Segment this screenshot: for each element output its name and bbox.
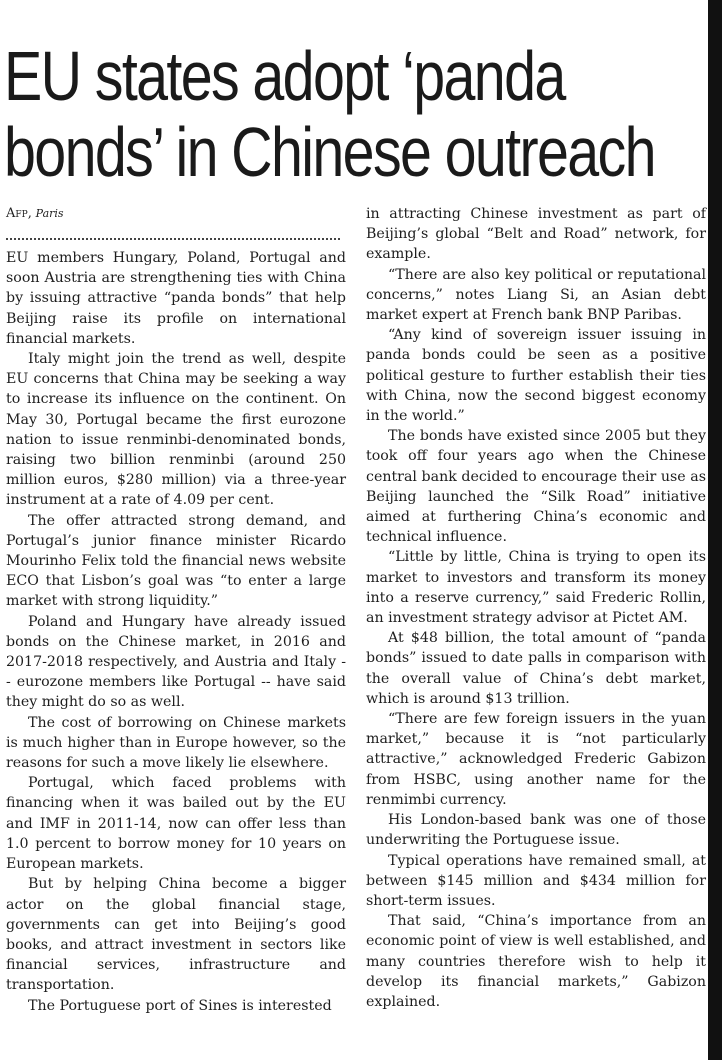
byline <box>6 203 346 224</box>
headline-line-1: EU states adopt ‘panda <box>4 37 565 115</box>
page-edge-bar <box>708 0 722 1060</box>
paragraph: That said, “China’s importance from an economic point of view is well established, and many countries therefore wish to help it develop its financial markets,” Gabizon explained. <box>366 913 706 1010</box>
paragraph: The Portuguese port of Sines is interested <box>28 997 332 1014</box>
paragraph: “Any kind of sovereign issuer issuing in panda bonds could be seen as a positive political gesture to further establish their ties with China, now the second biggest economy in the world.” <box>366 327 706 425</box>
byline-divider <box>6 230 340 240</box>
paragraph: Typical operations have remained small, at between $145 million and $434 million for short-term issues. <box>366 852 706 909</box>
paragraph: At $48 billion, the total amount of “panda bonds” issued to date palls in comparison with the overall value of China’s debt market, which is around $13 trillion. <box>366 630 706 707</box>
paragraph: “There are few foreign issuers in the yuan market,” because it is “not particularly attractive,” acknowledged Frederic Gabizon from HSBC, using another name for the renmimbi currency. <box>366 711 706 808</box>
paragraph: “Little by little, China is trying to open its market to investors and transform its money into a reserve currency,” said Frederic Rollin, an investment strategy advisor at Pictet AM. <box>366 549 706 627</box>
left-column <box>6 203 346 1016</box>
paragraph: in attracting Chinese investment as part of Beijing’s global “Belt and Road” network, for example. <box>366 206 706 263</box>
paragraph: The bonds have existed since 2005 but they took off four years ago when the Chinese central bank decided to encourage their use as Beijing launched the “Silk Road” initiative aimed at furthering China’s economic and technical influence. <box>366 428 706 546</box>
headline-line-2: bonds’ in Chinese outreach <box>4 113 655 191</box>
paragraph: His London-based bank was one of those underwriting the Portuguese issue. <box>366 812 706 849</box>
paragraph: But by helping China become a bigger actor on the global financial stage, governments can get into Beijing’s good books, and attract investment in sectors like financial services, infrastructure and transportation. <box>6 876 346 994</box>
paragraph: The cost of borrowing on Chinese markets is much higher than in Europe however, so the reasons for such a move likely lie elsewhere. <box>6 714 346 772</box>
paragraph: EU members Hungary, Poland, Portugal and soon Austria are strengthening ties with China by issuing attractive “panda bonds” that help Beijing raise its profile on international financial markets. <box>6 250 346 347</box>
paragraph: Portugal, which faced problems with financing when it was bailed out by the EU and IMF in 2011-14, now can offer less than 1.0 percent to borrow money for 10 years on European markets. <box>6 775 346 873</box>
headline <box>4 37 655 191</box>
byline-city: Paris <box>35 207 64 220</box>
right-column <box>366 204 706 1012</box>
paragraph: “There are also key political or reputational concerns,” notes Liang Si, an Asian debt market expert at French bank BNP Paribas. <box>366 266 706 324</box>
paragraph: Poland and Hungary have already issued bonds on the Chinese market, in 2016 and 2017-2018 respectively, and Austria and Italy -- eurozone members like Portugal -- have said they might do so as well. <box>6 613 346 711</box>
paragraph: The offer attracted strong demand, and Portugal’s junior finance minister Ricardo Mourinho Felix told the financial news website ECO that Lisbon’s goal was “to enter a large market with strong liquidity.” <box>6 512 346 610</box>
byline-agency: Afp, <box>6 206 32 221</box>
paragraph: Italy might join the trend as well, despite EU concerns that China may be seeking a way to increase its influence on the continent. On May 30, Portugal became the first eurozone nation to issue renminbi-denominated bonds, raising two billion renminbi (around 250 million euros, $280 million) via a three-year instrument at a rate of 4.09 per cent. <box>6 351 346 509</box>
